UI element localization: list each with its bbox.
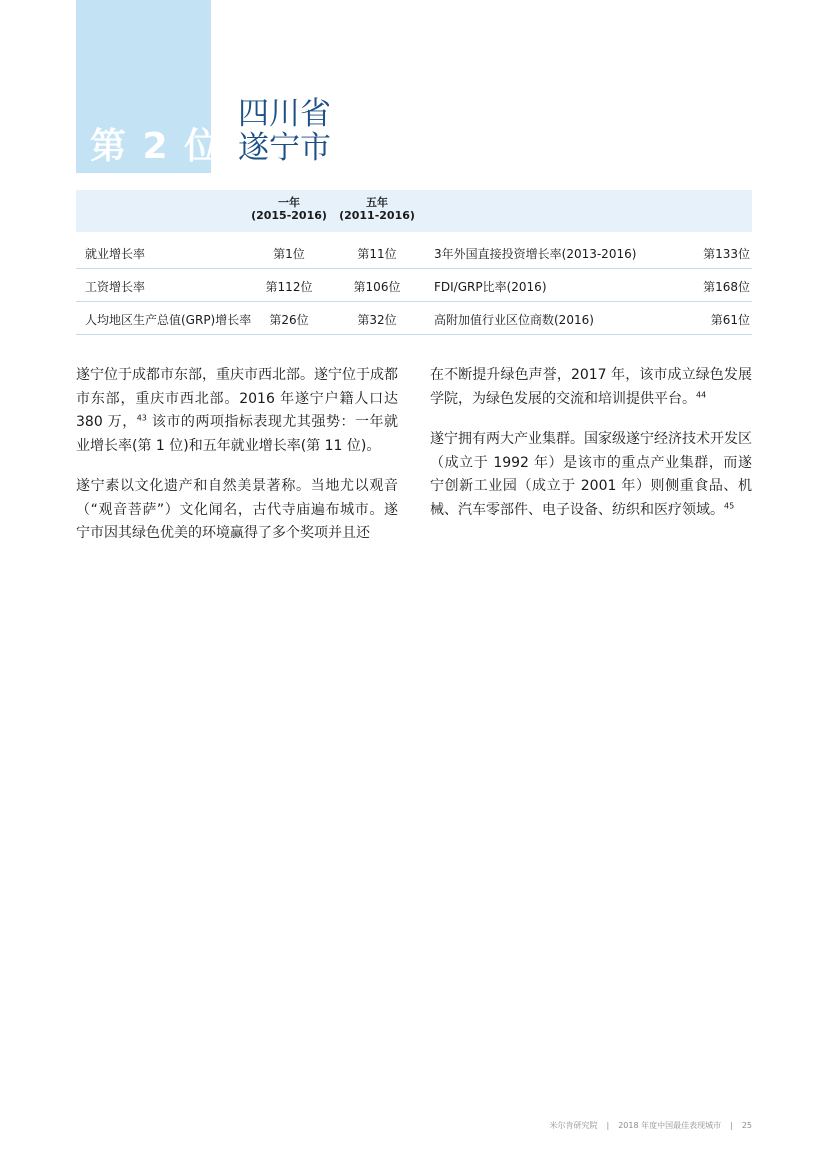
footer-report: 2018 年度中国最佳表现城市 xyxy=(618,1121,722,1130)
one-year-rank: 第26位 xyxy=(269,313,309,327)
page-footer: 米尔肯研究院 | 2018 年度中国最佳表现城市 | 25 xyxy=(549,1121,752,1130)
ranking-table xyxy=(76,236,752,335)
five-year-rank: 第106位 xyxy=(353,280,401,294)
table-row xyxy=(76,302,752,335)
table-row xyxy=(76,269,752,302)
metric-label: 就业增长率 xyxy=(85,247,146,261)
metric2-label: FDI/GRP比率(2016) xyxy=(434,280,547,294)
metric2-rank: 第133位 xyxy=(703,247,750,261)
metric-label: 人均地区生产总值(GRP)增长率 xyxy=(85,313,252,327)
paragraph: 遂宁位于成都市东部，重庆市西北部。遂宁位于成都市东部，重庆市西北部。2016 年遂宁户籍人口达 380 万，$^{43}$ 该市的两项指标表现尤其强势：一年就业增长率(第 1 位)和五年就业增长率(第 11 位)。 xyxy=(76,367,398,454)
metric2-label: 3年外国直接投资增长率(2013-2016) xyxy=(434,247,637,261)
five-year-rank: 第32位 xyxy=(357,313,397,327)
body-column-right xyxy=(430,364,752,539)
col-header-five-year: 五年 (2011-2016) xyxy=(339,196,415,222)
metric2-label: 高附加值行业区位商数(2016) xyxy=(434,313,594,327)
footnote-ref: 45 xyxy=(724,500,735,510)
page-number: 25 xyxy=(741,1121,752,1130)
body-column-left xyxy=(76,364,398,563)
one-year-rank: 第1位 xyxy=(273,247,305,261)
ranking-table-header xyxy=(76,190,752,232)
paragraph: 在不断提升绿色声誉，2017 年，该市成立绿色发展学院，为绿色发展的交流和培训提供平台。$^{44}$ xyxy=(430,367,752,407)
footnote-ref: 43 xyxy=(136,413,147,423)
table-row xyxy=(76,236,752,269)
metric-label: 工资增长率 xyxy=(85,280,146,294)
col-header-one-year: 一年 (2015-2016) xyxy=(251,196,327,222)
city-name: 遂宁市 xyxy=(238,130,331,166)
province-name: 四川省 xyxy=(238,96,331,132)
city-title xyxy=(238,97,331,165)
rank-block xyxy=(76,0,223,173)
paragraph: 遂宁素以文化遗产和自然美景著称。当地尤以观音（“观音菩萨”）文化闻名，古代寺庙遍布城市。遂宁市因其绿色优美的环境赢得了多个奖项并且还 xyxy=(76,478,398,541)
footnote-ref: 44 xyxy=(696,389,707,399)
metric2-rank: 第61位 xyxy=(710,313,750,327)
footer-org: 米尔肯研究院 xyxy=(549,1121,598,1130)
paragraph: 遂宁拥有两大产业集群。国家级遂宁经济技术开发区（成立于 1992 年）是该市的重点产业集群，而遂宁创新工业园（成立于 2001 年）则侧重食品、机械、汽车零部件、电子设备、纺织和医疗领域。$^{45}$ xyxy=(430,431,752,518)
one-year-rank: 第112位 xyxy=(265,280,313,294)
metric2-rank: 第168位 xyxy=(703,280,750,294)
five-year-rank: 第11位 xyxy=(357,247,397,261)
rank-label: 第 2 位 xyxy=(90,126,223,167)
